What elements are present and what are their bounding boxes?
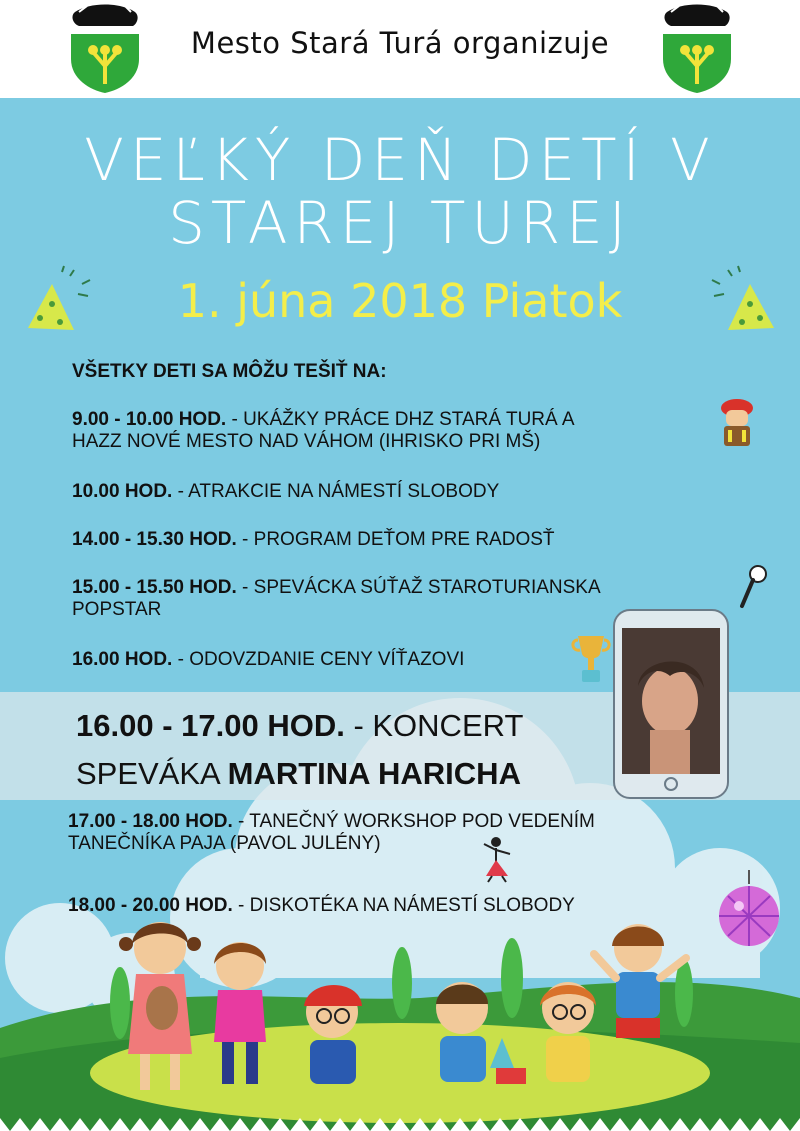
program-text-cont: POPSTAR [72,599,162,620]
program-item [72,481,499,503]
smartphone-photo [610,606,732,802]
program-text: - ODOVZDANIE CENY VÍŤAZOVI [172,649,465,670]
program-time: 18.00 - 20.00 HOD. [68,895,233,916]
program-text-cont: HAZZ NOVÉ MESTO NAD VÁHOM (IHRISKO PRI MŠ) [72,431,541,452]
microphone-icon [736,564,770,610]
header [0,0,800,98]
disco-ball-icon [714,870,784,952]
program-item [72,577,601,621]
firefighter-icon [714,396,760,448]
program-time: 15.00 - 15.50 HOD. [72,577,237,598]
program-intro: VŠETKY DETI SA MÔŽU TEŠIŤ NA: [72,361,387,382]
dancer-icon [476,836,520,884]
event-date: 1. júna 2018 Piatok [177,274,623,328]
town-crest-right [657,4,737,94]
program-time: 14.00 - 15.30 HOD. [72,529,237,550]
concert-time: 16.00 - 17.00 HOD. [76,708,345,743]
program-time: 9.00 - 10.00 HOD. [72,409,227,430]
title-line-2: STAREJ TUREJ [168,189,632,257]
program-text-cont: TANEČNÍKA PAJA (PAVOL JULÉNY) [68,833,381,854]
program-text: - SPEVÁCKA SÚŤAŽ STAROTURIANSKA [236,577,601,598]
program-item [72,409,575,453]
program-text: - UKÁŽKY PRÁCE DHZ STARÁ TURÁ A [226,409,575,430]
program-text: - PROGRAM DEŤOM PRE RADOSŤ [236,529,555,550]
organizer-text: Mesto Stará Turá organizuje [190,26,610,60]
children-illustration [100,908,700,1108]
program-time: 17.00 - 18.00 HOD. [68,811,233,832]
program-item [72,529,555,551]
concert-text: - KONCERT [344,708,524,743]
concert-text-2: SPEVÁKA [76,756,228,791]
program-text: - DISKOTÉKA NA NÁMESTÍ SLOBODY [232,895,575,916]
poster-body [0,98,800,1131]
title-line-1: VEĽKÝ DEŇ DETÍ V [84,126,716,194]
program-item [72,649,464,671]
program-text: - ATRAKCIE NA NÁMESTÍ SLOBODY [172,481,500,502]
program-time: 16.00 HOD. [72,649,173,670]
concert-announcement [76,702,523,798]
town-crest-left [65,4,145,94]
trophy-icon [570,632,612,686]
concert-artist: MARTINA HARICHA [227,756,521,791]
program-time: 10.00 HOD. [72,481,173,502]
program-text: - TANEČNÝ WORKSHOP POD VEDENÍM [232,811,595,832]
